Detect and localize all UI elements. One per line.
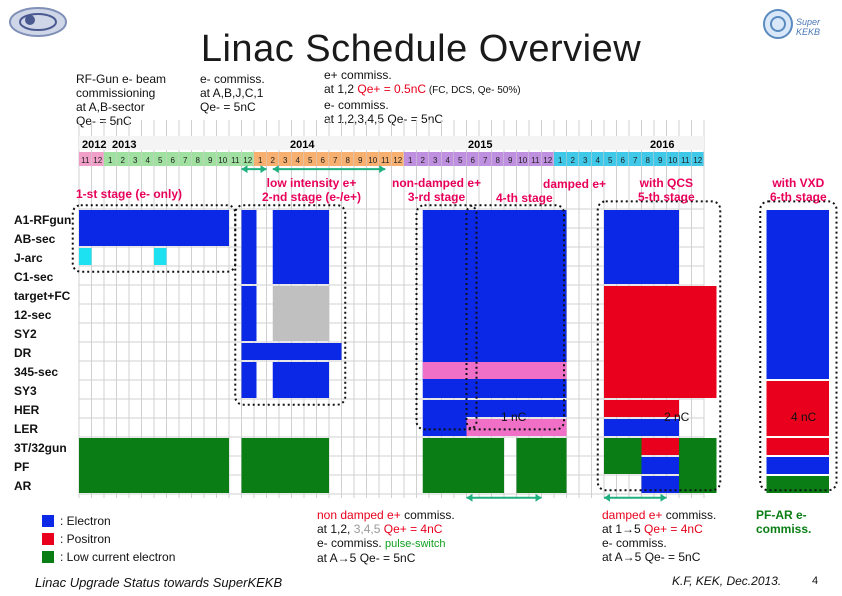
arrow-non-damped-head bbox=[536, 494, 542, 502]
note-line: at A→5 Qe- = 5nC bbox=[317, 551, 416, 565]
stage-text: 2-nd stage (e-/e+) bbox=[262, 190, 362, 204]
month-label: 9 bbox=[208, 156, 213, 165]
row-label: J-arc bbox=[14, 251, 43, 265]
month-label: 2 bbox=[270, 156, 275, 165]
month-label: 11 bbox=[231, 156, 240, 165]
month-label: 10 bbox=[218, 156, 228, 165]
row-label: SY3 bbox=[14, 384, 37, 398]
month-label: 11 bbox=[81, 156, 90, 165]
year-label: 2012 bbox=[82, 139, 107, 151]
note-text: at 1,2, bbox=[317, 522, 354, 536]
stage-3-label bbox=[392, 176, 481, 204]
note-line bbox=[602, 508, 716, 522]
stage-text: damped e+ bbox=[543, 177, 607, 191]
note-text: e- commiss. bbox=[317, 536, 386, 550]
month-label: 12 bbox=[93, 156, 103, 165]
month-label: 7 bbox=[483, 156, 488, 165]
legend-low-label: : Low current electron bbox=[60, 550, 176, 564]
month-label: 11 bbox=[681, 156, 690, 165]
note-text: Qe+ = 0.5nC bbox=[357, 82, 427, 96]
month-label: 3 bbox=[133, 156, 138, 165]
page-number: 4 bbox=[812, 575, 819, 587]
note-line: e- commiss. bbox=[200, 72, 265, 86]
note-text: non damped e+ bbox=[317, 508, 401, 522]
note-line: commiss. bbox=[756, 522, 812, 536]
month-label: 3 bbox=[433, 156, 438, 165]
row-label: LER bbox=[14, 422, 38, 436]
stage-text: 6-th stage bbox=[770, 190, 827, 204]
note-text: at 1→5 bbox=[602, 522, 645, 536]
note-line: Qe- = 5nC bbox=[76, 114, 132, 128]
month-label: 4 bbox=[595, 156, 600, 165]
month-label: 3 bbox=[583, 156, 588, 165]
note-line: at A,B-sector bbox=[76, 100, 145, 114]
charge-label-1: 1 nC bbox=[501, 410, 527, 424]
note-line: Qe- = 5nC bbox=[200, 100, 256, 114]
month-label: 5 bbox=[308, 156, 313, 165]
year-band bbox=[79, 136, 704, 150]
stage-text: 4-th stage bbox=[496, 191, 553, 205]
month-label: 9 bbox=[508, 156, 513, 165]
non-damped-commiss-note bbox=[317, 508, 455, 565]
schedule-bar bbox=[517, 438, 567, 493]
arrow-damped-head bbox=[604, 494, 610, 502]
month-label: 7 bbox=[633, 156, 638, 165]
row-label: A1-RFgun bbox=[14, 213, 72, 227]
schedule-bar bbox=[154, 438, 229, 493]
schedule-bar bbox=[604, 438, 642, 474]
row-label: HER bbox=[14, 403, 40, 417]
month-label: 4 bbox=[295, 156, 300, 165]
schedule-bar bbox=[242, 362, 257, 398]
month-label: 12 bbox=[693, 156, 703, 165]
arrow-low-intensity-2-head bbox=[379, 165, 385, 173]
month-label: 1 bbox=[108, 156, 113, 165]
row-label: PF bbox=[14, 460, 30, 474]
schedule-bar bbox=[154, 248, 167, 265]
page-title: Linac Schedule Overview bbox=[200, 28, 642, 70]
year-label: 2016 bbox=[650, 139, 675, 151]
month-label: 1 bbox=[258, 156, 263, 165]
schedule-bar bbox=[767, 438, 830, 455]
stage-4-label bbox=[496, 191, 553, 205]
note-line: e+ commiss. bbox=[324, 68, 392, 82]
month-label: 1 bbox=[408, 156, 413, 165]
stage-text: non-damped e+ bbox=[392, 176, 482, 190]
row-label: C1-sec bbox=[14, 270, 54, 284]
month-label: 8 bbox=[495, 156, 500, 165]
month-label: 8 bbox=[645, 156, 650, 165]
schedule-bar bbox=[767, 381, 830, 436]
month-label: 12 bbox=[243, 156, 253, 165]
month-label: 1 bbox=[558, 156, 563, 165]
note-line bbox=[317, 508, 455, 522]
schedule-bar bbox=[242, 210, 257, 284]
stage-text: 3-rd stage bbox=[407, 190, 466, 204]
note-text: pulse-switch bbox=[385, 538, 446, 550]
arrow-non-damped-head bbox=[467, 494, 473, 502]
schedule-bar bbox=[679, 438, 717, 493]
month-label: 6 bbox=[170, 156, 175, 165]
month-label: 3 bbox=[283, 156, 288, 165]
schedule-bar bbox=[79, 438, 154, 493]
note-text: (FC, DCS, Qe- 50%) bbox=[426, 85, 521, 96]
schedule-bar bbox=[242, 343, 257, 360]
arrow-low-intensity-2-head bbox=[273, 165, 279, 173]
note-text: damped e+ bbox=[602, 508, 663, 522]
row-label: 345-sec bbox=[14, 365, 59, 379]
month-label: 12 bbox=[393, 156, 403, 165]
schedule-bar bbox=[767, 210, 830, 379]
month-label: 2 bbox=[420, 156, 425, 165]
charge-label-3: 4 nC bbox=[791, 410, 817, 424]
month-label: 5 bbox=[608, 156, 613, 165]
schedule-bar bbox=[273, 286, 329, 341]
note-line bbox=[602, 522, 716, 536]
schedule-bar bbox=[423, 362, 517, 379]
note-line bbox=[317, 522, 455, 536]
month-label: 6 bbox=[470, 156, 475, 165]
schedule-bar bbox=[242, 438, 330, 493]
stage-text: 1-st stage (e- only) bbox=[76, 187, 183, 201]
stage-1-label bbox=[76, 187, 182, 201]
arrow-damped-head bbox=[661, 494, 667, 502]
stage-text: with QCS bbox=[639, 176, 694, 190]
schedule-bar bbox=[642, 438, 680, 455]
note-text: Qe+ = 4nC bbox=[380, 522, 443, 536]
row-label: target+FC bbox=[14, 289, 71, 303]
note-line bbox=[317, 536, 455, 551]
stage-text: low intensity e+ bbox=[266, 176, 357, 190]
note-text: Qe+ = 4nC bbox=[644, 522, 703, 536]
legend-electron-label: : Electron bbox=[60, 514, 111, 528]
schedule-bar bbox=[642, 457, 680, 474]
superkekb-logo-text: Super KEKB bbox=[796, 17, 821, 37]
note-line: e- commiss. bbox=[324, 98, 389, 112]
damped-commiss-note bbox=[602, 508, 716, 564]
month-label: 12 bbox=[543, 156, 553, 165]
month-label: 8 bbox=[345, 156, 350, 165]
month-label: 11 bbox=[531, 156, 540, 165]
row-label: 3T/32gun bbox=[14, 441, 67, 455]
note-text: 3,4,5 bbox=[353, 522, 381, 536]
legend-electron-swatch bbox=[42, 515, 54, 527]
row-label: AB-sec bbox=[14, 232, 56, 246]
note-text: commiss. bbox=[400, 508, 455, 522]
schedule-bar bbox=[423, 400, 467, 436]
month-label: 9 bbox=[358, 156, 363, 165]
month-label: 2 bbox=[120, 156, 125, 165]
stage-6-label bbox=[770, 176, 827, 204]
damped-eplus-label bbox=[543, 177, 606, 191]
month-label: 10 bbox=[368, 156, 378, 165]
footer-right: K.F, KEK, Dec.2013. bbox=[672, 574, 782, 588]
note-line: at A,B,J,C,1 bbox=[200, 86, 264, 100]
legend-positron-swatch bbox=[42, 533, 54, 545]
schedule-bar bbox=[604, 210, 679, 284]
schedule-bar bbox=[604, 286, 717, 398]
note-text: commiss. bbox=[662, 508, 717, 522]
schedule-bar bbox=[273, 362, 329, 398]
arrow-low-intensity-head bbox=[242, 165, 248, 173]
row-label: 12-sec bbox=[14, 308, 52, 322]
stage-2-label bbox=[262, 176, 361, 204]
footer-left: Linac Upgrade Status towards SuperKEKB bbox=[35, 575, 283, 590]
note-line: RF-Gun e- beam bbox=[76, 72, 167, 86]
stage-5-label bbox=[638, 176, 695, 204]
month-label: 4 bbox=[145, 156, 150, 165]
schedule-bar bbox=[79, 248, 92, 265]
month-label: 5 bbox=[458, 156, 463, 165]
year-label: 2013 bbox=[112, 139, 137, 151]
month-label: 9 bbox=[658, 156, 663, 165]
arrow-low-intensity-head bbox=[261, 165, 267, 173]
row-label: AR bbox=[14, 479, 32, 493]
stage-text: 5-th stage bbox=[638, 190, 695, 204]
month-label: 6 bbox=[620, 156, 625, 165]
month-label: 6 bbox=[320, 156, 325, 165]
schedule-bar bbox=[154, 210, 229, 246]
row-label: SY2 bbox=[14, 327, 37, 341]
month-label: 4 bbox=[445, 156, 450, 165]
schedule-bar bbox=[273, 210, 329, 284]
month-label: 10 bbox=[668, 156, 678, 165]
note-text: at 1,2 bbox=[324, 82, 358, 96]
month-label: 5 bbox=[158, 156, 163, 165]
row-label: DR bbox=[14, 346, 32, 360]
legend-positron-label: : Positron bbox=[60, 532, 111, 546]
schedule-bar bbox=[517, 362, 567, 379]
schedule-bar bbox=[767, 457, 830, 474]
pf-ar-commiss-note bbox=[756, 508, 811, 536]
legend-low-swatch bbox=[42, 551, 54, 563]
month-label: 10 bbox=[518, 156, 528, 165]
note-line: PF-AR e- bbox=[756, 508, 807, 522]
month-label: 7 bbox=[333, 156, 338, 165]
month-label: 2 bbox=[570, 156, 575, 165]
schedule-bar bbox=[257, 343, 342, 360]
month-label: 11 bbox=[381, 156, 390, 165]
charge-label-2: 2 nC bbox=[664, 410, 690, 424]
month-label: 7 bbox=[183, 156, 188, 165]
year-label: 2015 bbox=[468, 139, 493, 151]
note-line: commissioning bbox=[76, 86, 156, 100]
year-label: 2014 bbox=[290, 139, 315, 151]
note-line: at 1,2,3,4,5 Qe- = 5nC bbox=[324, 112, 444, 126]
note-line: e- commiss. bbox=[602, 536, 667, 550]
schedule-bar bbox=[79, 210, 154, 246]
schedule-bar bbox=[423, 438, 504, 493]
month-label: 8 bbox=[195, 156, 200, 165]
note-line: at A→5 Qe- = 5nC bbox=[602, 550, 701, 564]
stage-text: with VXD bbox=[772, 176, 825, 190]
schedule-bar bbox=[242, 286, 257, 341]
